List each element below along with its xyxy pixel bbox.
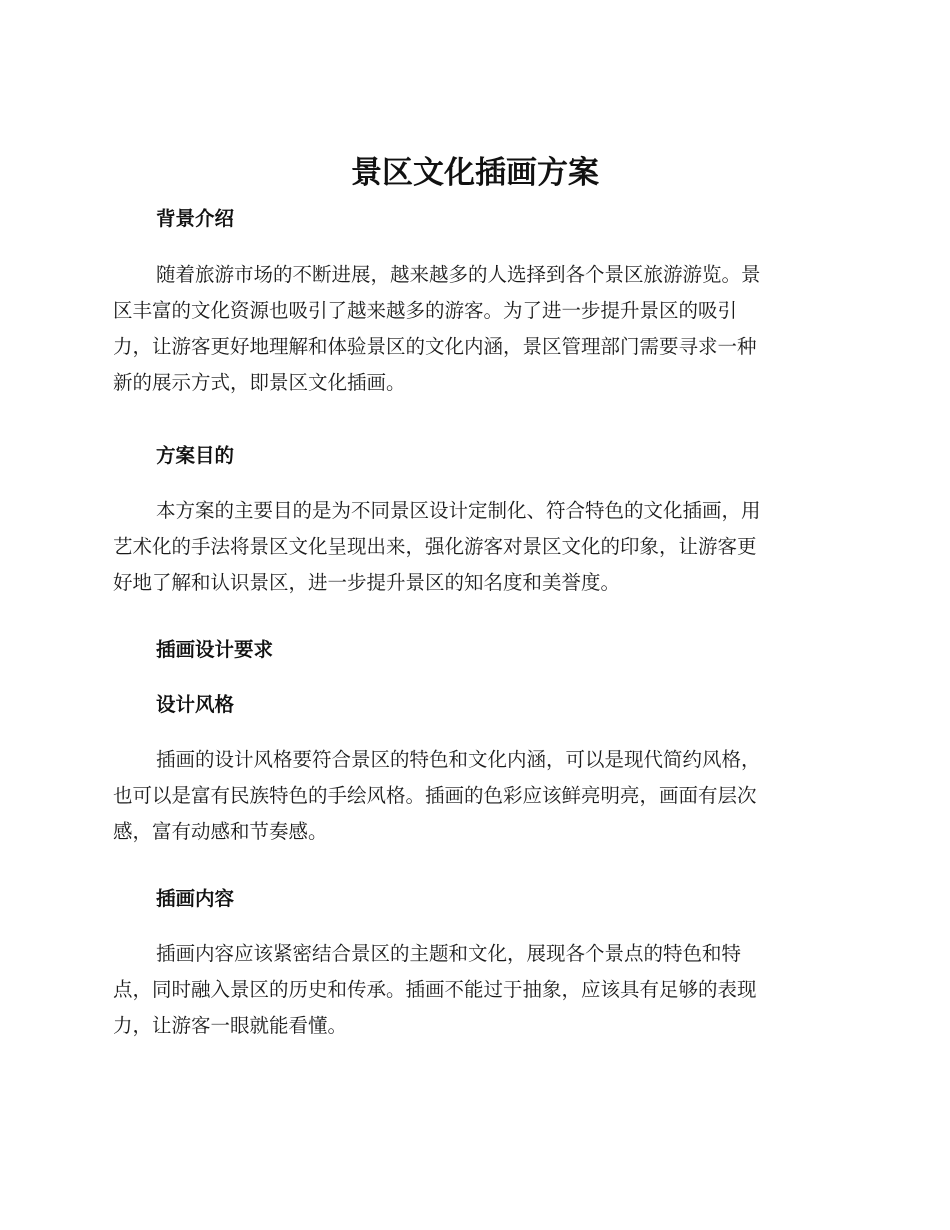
- section-heading-design-style: 设计风格: [156, 693, 235, 716]
- document-title: 景区文化插画方案: [351, 155, 599, 191]
- paragraph-line: 本方案的主要目的是为不同景区设计定制化、符合特色的文化插画，用: [156, 499, 761, 522]
- paragraph-line: 插画内容应该紧密结合景区的主题和文化，展现各个景点的特色和特: [156, 942, 742, 965]
- paragraph-line: 新的展示方式，即景区文化插画。: [113, 371, 406, 394]
- paragraph-line: 随着旅游市场的不断进展，越来越多的人选择到各个景区旅游游览。景: [156, 263, 761, 286]
- section-heading-background: 背景介绍: [156, 207, 235, 230]
- paragraph-line: 力，让游客更好地理解和体验景区的文化内涵，景区管理部门需要寻求一种: [113, 335, 757, 358]
- section-heading-design-requirements: 插画设计要求: [156, 638, 274, 661]
- paragraph-line: 区丰富的文化资源也吸引了越来越多的游客。为了进一步提升景区的吸引: [113, 299, 738, 322]
- paragraph-line: 感，富有动感和节奏感。: [113, 820, 328, 843]
- paragraph-line: 力，让游客一眼就能看懂。: [113, 1014, 348, 1037]
- paragraph-background: [113, 257, 833, 401]
- paragraph-line: 插画的设计风格要符合景区的特色和文化内涵，可以是现代简约风格，: [156, 748, 761, 771]
- section-heading-illustration-content: 插画内容: [156, 887, 235, 910]
- paragraph-design-style: [113, 742, 833, 850]
- paragraph-line: 也可以是富有民族特色的手绘风格。插画的色彩应该鲜亮明亮，画面有层次: [113, 784, 757, 807]
- paragraph-illustration-content: [113, 936, 833, 1044]
- paragraph-line: 点，同时融入景区的历史和传承。插画不能过于抽象，应该具有足够的表现: [113, 978, 757, 1001]
- paragraph-purpose: [113, 493, 833, 601]
- paragraph-line: 好地了解和认识景区，进一步提升景区的知名度和美誉度。: [113, 571, 621, 594]
- paragraph-line: 艺术化的手法将景区文化呈现出来，强化游客对景区文化的印象，让游客更: [113, 535, 757, 558]
- section-heading-purpose: 方案目的: [156, 444, 235, 467]
